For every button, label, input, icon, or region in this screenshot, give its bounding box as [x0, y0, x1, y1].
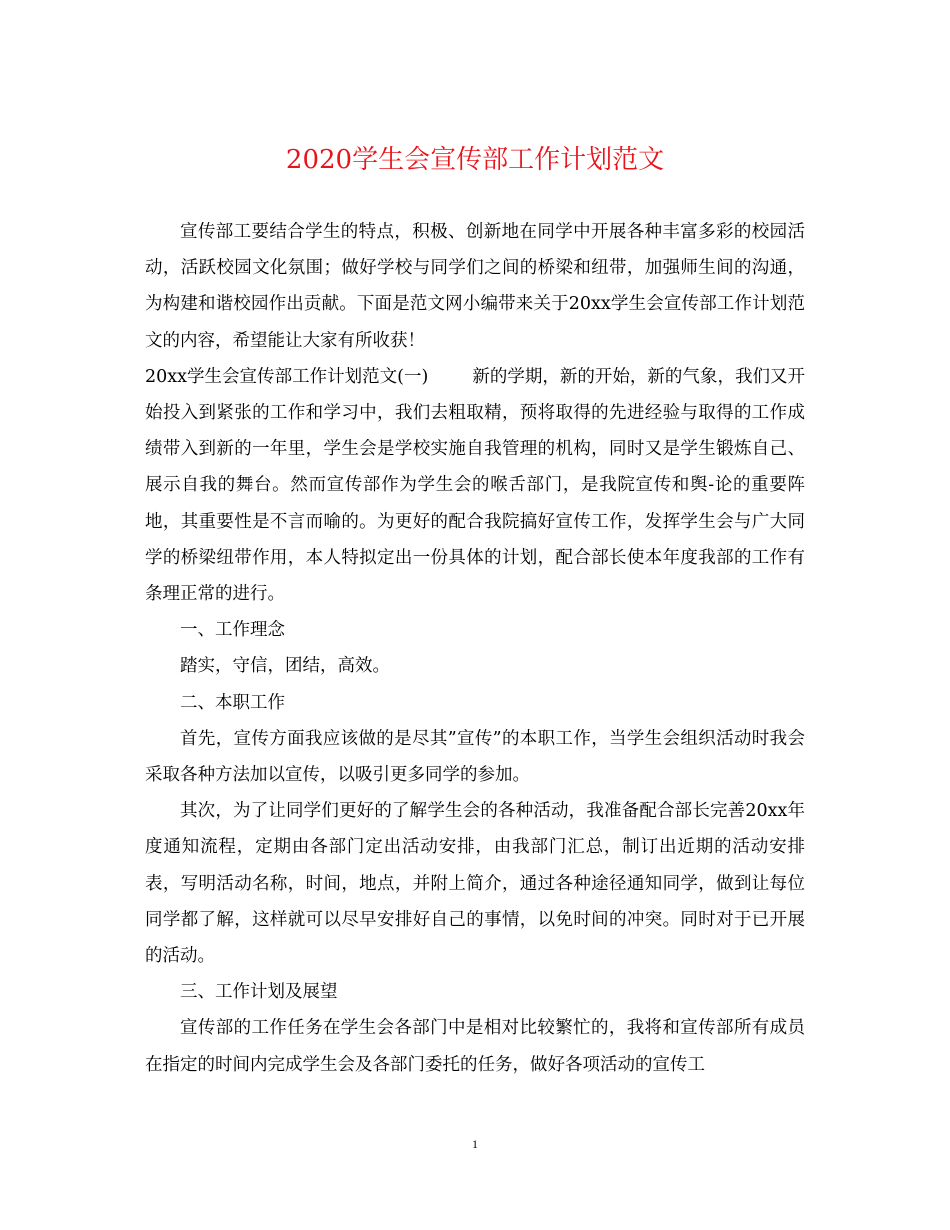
duties-first-paragraph: 首先，宣传方面我应该做的是尽其”宣传”的本职工作，当学生会组织活动时我会采取各种方法加以宣传，以吸引更多同学的参加。 [145, 728, 805, 786]
heading-work-philosophy: 一、工作理念 [180, 620, 285, 641]
page-number: 1 [472, 1137, 478, 1151]
section-paragraph [145, 359, 805, 612]
plan-outlook-paragraph: 宣传部的工作任务在学生会各部门中是相对比较繁忙的，我将和宣传部所有成员在指定的时间内完成学生会及各部门委托的任务，做好各项活动的宣传工 [145, 1018, 805, 1075]
heading-plan-outlook: 三、工作计划及展望 [180, 982, 338, 1003]
document-body [145, 214, 805, 1083]
document-title: 2020学生会宣传部工作计划范文 [285, 145, 665, 175]
section-heading: 20xx学生会宣传部工作计划范文(一) [145, 366, 429, 387]
intro-paragraph: 宣传部工要结合学生的特点，积极、创新地在同学中开展各种丰富多彩的校园活动，活跃校园文化氛围；做好学校与同学们之间的桥梁和纽带，加强师生间的沟通，为构建和谐校园作出贡献。下面是范文网小编带来关于20xx学生会宣传部工作计划范文的内容，希望能让大家有所收获！ [145, 222, 805, 351]
heading-core-duties: 二、本职工作 [180, 692, 285, 713]
section-opening-text: 新的学期，新的开始，新的气象，我们又开始投入到紧张的工作和学习中，我们去粗取精，预将取得的先进经验与取得的工作成绩带入到新的一年里，学生会是学校实施自我管理的机构，同时又是学生锻炼自己、展示自我的舞台。然而宣传部作为学生会的喉舌部门，是我院宣传和舆-论的重要阵地，其重要性是不言而喻的。为更好的配合我院搞好宣传工作，发挥学生会与广大同学的桥梁纽带作用，本人特拟定出一份具体的计划，配合部长使本年度我部的工作有条理正常的进行。 [145, 366, 805, 605]
duties-second-paragraph: 其次，为了让同学们更好的了解学生会的各种活动，我准备配合部长完善20xx年度通知流程，定期由各部门定出活动安排，由我部门汇总，制订出近期的活动安排表，写明活动名称，时间，地点，并附上简介，通过各种途径通知同学，做到让每位同学都了解，这样就可以尽早安排好自己的事情，以免时间的冲突。同时对于已开展的活动。 [145, 801, 805, 967]
work-philosophy-text: 踏实，守信，团结，高效。 [180, 656, 390, 677]
